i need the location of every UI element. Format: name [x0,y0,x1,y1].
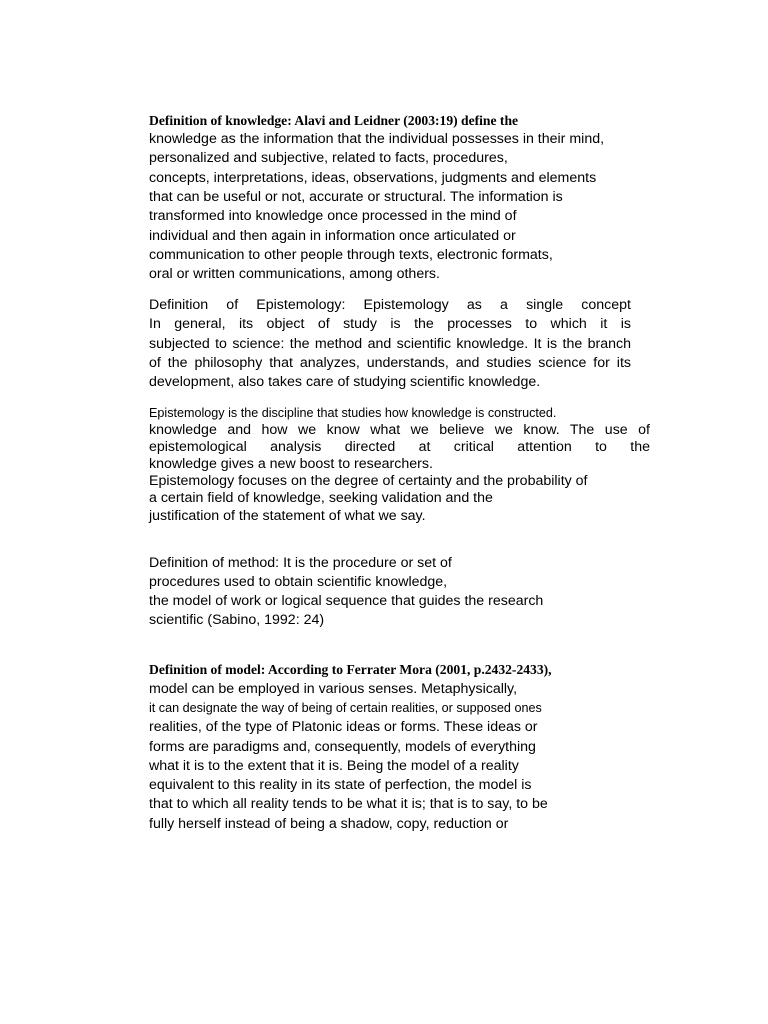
discipline-line: Epistemology is the discipline that studies how knowledge is constructed. [149,406,557,420]
method-line: Definition of method: It is the procedure or set of [149,555,452,571]
discipline-line: knowledge and how we know what we believe we know. The use of [149,422,650,438]
epistemology-line: of the philosophy that analyzes, understands, and studies science for its [149,355,631,371]
model-line: forms are paradigms and, consequently, models of everything [149,739,536,755]
knowledge-line: individual and then again in information once articulated or [149,228,516,244]
discipline-line: a certain field of knowledge, seeking validation and the [149,490,493,506]
model-line: it can designate the way of being of certain realities, or supposed ones [149,701,542,715]
model-line: realities, of the type of Platonic ideas or forms. These ideas or [149,719,538,735]
method-line: procedures used to obtain scientific knowledge, [149,574,448,590]
knowledge-line: transformed into knowledge once processed in the mind of [149,208,517,224]
model-line: equivalent to this reality in its state of perfection, the model is [149,777,532,793]
discipline-line: epistemological analysis directed at critical attention to the [149,439,650,455]
epistemology-line: subjected to science: the method and scientific knowledge. It is the branch [149,336,631,352]
method-line: scientific (Sabino, 1992: 24) [149,612,325,628]
model-line: model can be employed in various senses. Metaphysically, [149,681,518,697]
epistemology-heading: Definition of Epistemology: Epistemology as a single concept [149,297,631,313]
model-line: what it is to the extent that it is. Being the model of a reality [149,758,519,774]
knowledge-line: personalized and subjective, related to facts, procedures, [149,150,508,166]
model-line: fully herself instead of being a shadow, copy, reduction or [149,816,509,832]
model-line: that to which all reality tends to be what it is; that is to say, to be [149,796,548,812]
knowledge-heading: Definition of knowledge: Alavi and Leidner (2003:19) define the [149,113,519,128]
model-heading: Definition of model: According to Ferrater Mora (2001, p.2432-2433), [149,662,552,677]
epistemology-line: development, also takes care of studying scientific knowledge. [149,374,541,390]
epistemology-line: In general, its object of study is the processes to which it is [149,316,631,332]
discipline-line: knowledge gives a new boost to researchers. [149,456,433,472]
knowledge-line: communication to other people through texts, electronic formats, [149,247,553,263]
knowledge-line: oral or written communications, among others. [149,266,440,282]
knowledge-line: that can be useful or not, accurate or structural. The information is [149,189,563,205]
discipline-line: justification of the statement of what we say. [149,508,426,524]
knowledge-line: concepts, interpretations, ideas, observations, judgments and elements [149,170,597,186]
knowledge-line: knowledge as the information that the individual possesses in their mind, [149,131,605,147]
method-line: the model of work or logical sequence that guides the research [149,593,544,609]
discipline-line: Epistemology focuses on the degree of certainty and the probability of [149,473,588,489]
